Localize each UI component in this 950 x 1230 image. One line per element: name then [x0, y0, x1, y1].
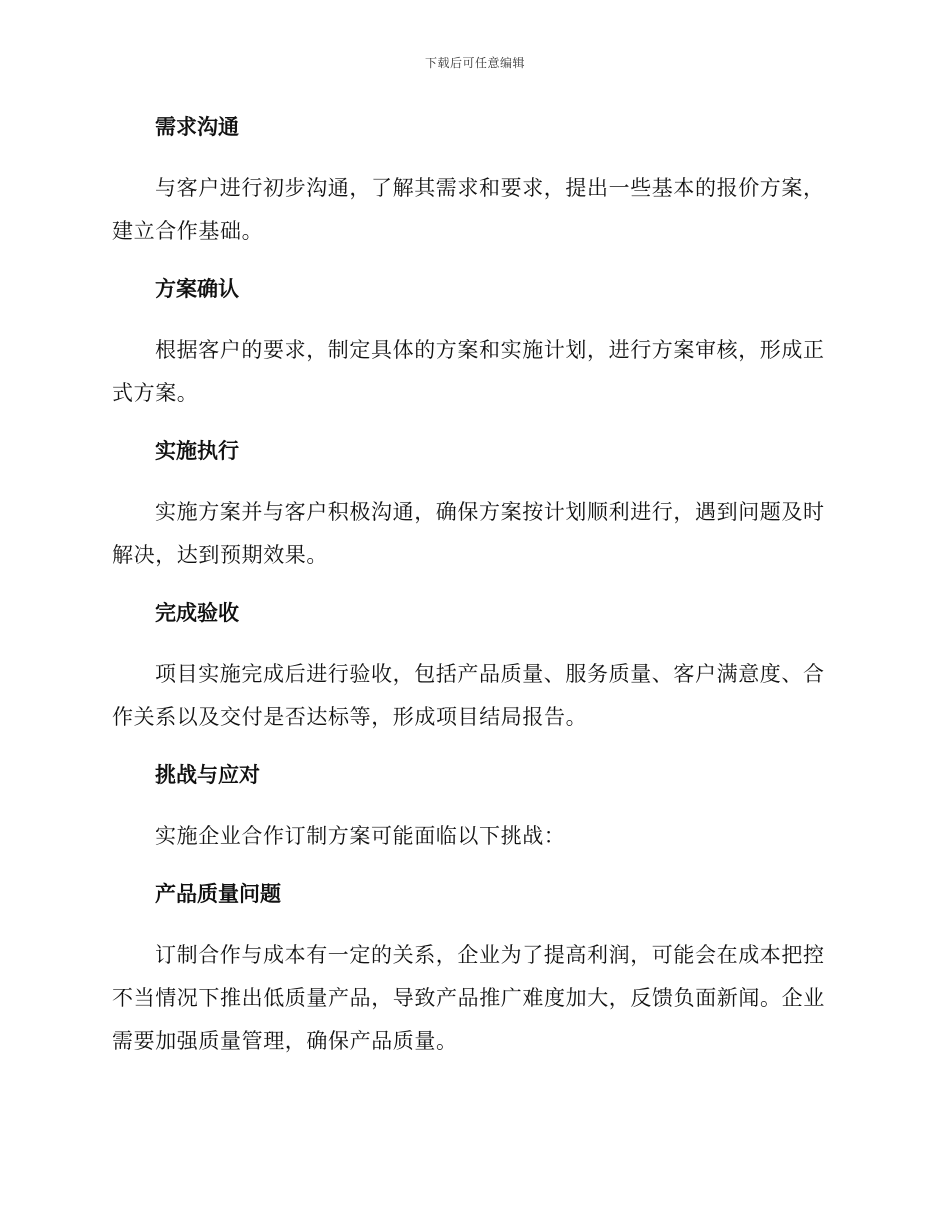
section-paragraph-acceptance: 项目实施完成后进行验收，包括产品质量、服务质量、客户满意度、合作关系以及交付是否达标等，形成项目结局报告。: [112, 662, 825, 729]
section-heading-product-quality: 产品质量问题: [155, 882, 281, 906]
section-paragraph-challenges: 实施企业合作订制方案可能面临以下挑战：: [155, 824, 566, 848]
section-paragraph-implementation: 实施方案并与客户积极沟通，确保方案按计划顺利进行，遇到问题及时解决，达到预期效果。: [112, 500, 825, 567]
section-heading-challenges: 挑战与应对: [155, 763, 260, 787]
section-paragraph-requirements: 与客户进行初步沟通，了解其需求和要求，提出一些基本的报价方案，建立合作基础。: [112, 176, 825, 243]
section-paragraph-product-quality: 订制合作与成本有一定的关系，企业为了提高利润，可能会在成本把控不当情况下推出低质量产品，导致产品推广难度加大，反馈负面新闻。企业需要加强质量管理，确保产品质量。: [112, 943, 825, 1053]
section-heading-plan-confirmation: 方案确认: [155, 277, 239, 301]
section-heading-acceptance: 完成验收: [155, 601, 239, 625]
section-heading-implementation: 实施执行: [155, 439, 239, 463]
section-paragraph-plan-confirmation: 根据客户的要求，制定具体的方案和实施计划，进行方案审核，形成正式方案。: [112, 338, 825, 405]
document-body: [112, 112, 832, 1063]
header-note: 下载后可任意编辑: [424, 56, 525, 70]
section-heading-requirements: 需求沟通: [155, 115, 239, 139]
